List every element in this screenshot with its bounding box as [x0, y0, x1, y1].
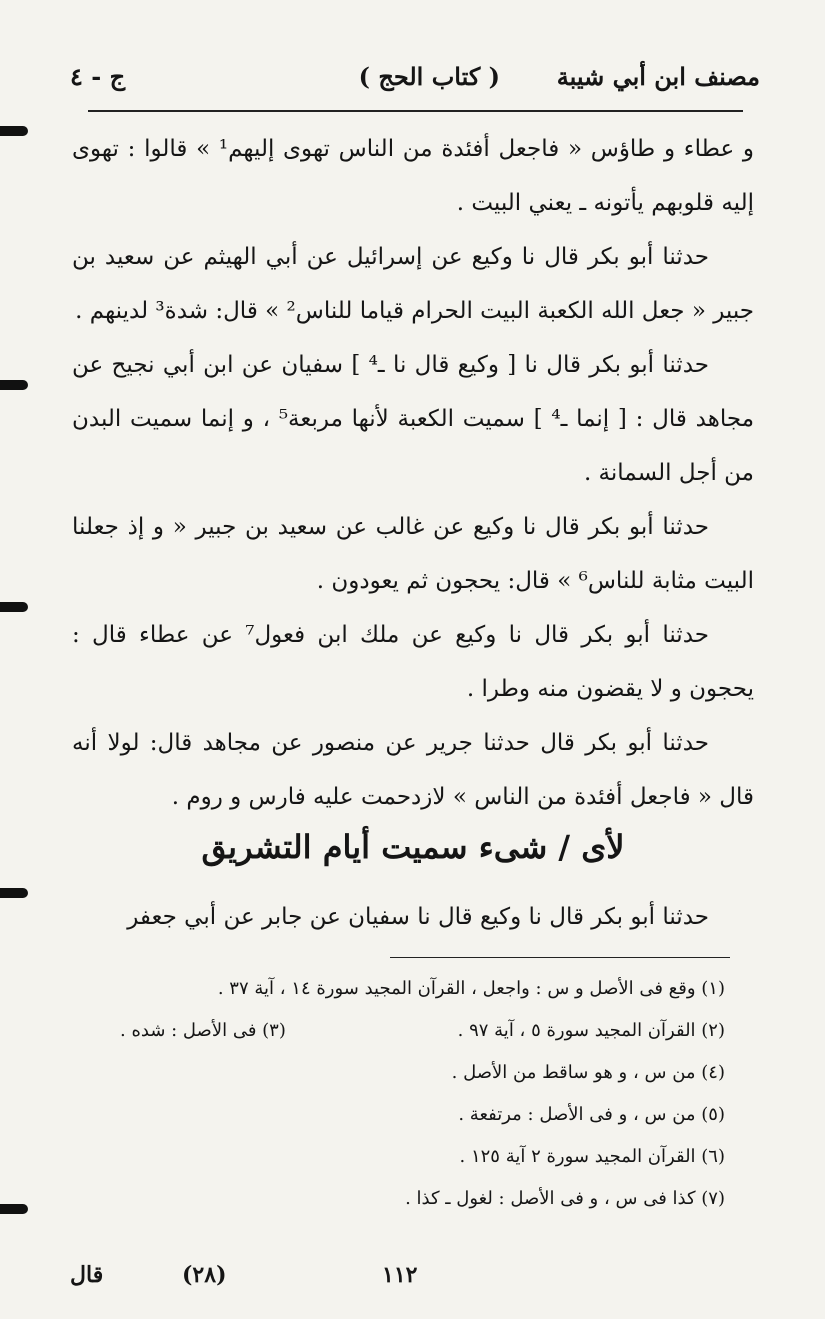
footnote: (٤) من س ، و هو ساقط من الأصل . — [451, 1062, 725, 1083]
section-heading: لأى / شىء سميت أيام التشريق — [201, 828, 625, 866]
catchword: قال — [70, 1262, 104, 1288]
footnote: (٢) القرآن المجيد سورة ٥ ، آية ٩٧ . — [457, 1020, 725, 1041]
footnotes — [120, 968, 725, 1220]
paragraph: حدثنا أبو بكر قال نا وكيع عن ملك ابن فعول⁷ عن عطاء قال : يحجون و لا يقضون منه وطرا . — [72, 622, 754, 702]
page-footer — [70, 1262, 710, 1302]
book-title: مصنف ابن أبي شيبة — [556, 62, 760, 91]
paragraph: حدثنا أبو بكر قال حدثنا جرير عن منصور عن مجاهد قال: لولا أنه قال « فاجعل أفئدة من الناس » لازدحمت عليه فارس و روم . — [72, 730, 754, 810]
page-number: ١١٢ — [382, 1262, 418, 1288]
binding-mark — [0, 1204, 28, 1214]
binding-mark — [0, 126, 28, 136]
footnote: (٣) فى الأصل : شده . — [120, 1020, 286, 1041]
running-header — [70, 62, 760, 102]
footnote: (٧) كذا فى س ، و فى الأصل : لغول ـ كذا . — [405, 1188, 725, 1209]
binding-mark — [0, 888, 28, 898]
binding-mark — [0, 380, 28, 390]
signature-mark: (٢٨) — [182, 1262, 227, 1288]
paragraph: حدثنا أبو بكر قال نا [ وكيع قال نا ـ⁴ ] سفيان عن ابن أبي نجيح عن مجاهد قال : [ إنما ـ⁴ ] سميت الكعبة لأنها مربعة⁵ ، و إنما سميت البدن من أجل السمانة . — [72, 352, 755, 486]
footnote-row — [120, 1010, 725, 1052]
volume-number: ج - ٤ — [70, 62, 126, 91]
footnote-rule — [390, 957, 730, 958]
chapter-title: ( كتاب الحج ) — [358, 62, 500, 91]
header-rule — [88, 110, 743, 112]
binding-mark — [0, 602, 28, 612]
paragraph: حدثنا أبو بكر قال نا وكيع عن غالب عن سعيد بن جبير « و إذ جعلنا البيت مثابة للناس⁶ » قال: يحجون ثم يعودون . — [72, 514, 754, 594]
paragraph: حدثنا أبو بكر قال نا وكيع عن إسرائيل عن أبي الهيثم عن سعيد بن جبير « جعل الله الكعبة البيت الحرام قياما للناس² » قال: شدة³ لدينهم . — [72, 244, 754, 324]
section-first-line: حدثنا أبو بكر قال نا وكيع قال نا سفيان عن جابر عن أبي جعفر — [127, 904, 709, 930]
footnote: (٥) من س ، و فى الأصل : مرتفعة . — [458, 1104, 725, 1125]
main-text — [72, 122, 754, 824]
footnote: (٦) القرآن المجيد سورة ٢ آية ١٢٥ . — [459, 1146, 725, 1167]
paragraph: و عطاء و طاؤس « فاجعل أفئدة من الناس تهوى إليهم¹ » قالوا : تهوى إليه قلوبهم يأتونه ـ يعني البيت . — [72, 136, 755, 216]
footnote: (١) وقع فى الأصل و س : واجعل ، القرآن المجيد سورة ١٤ ، آية ٣٧ . — [217, 978, 725, 999]
